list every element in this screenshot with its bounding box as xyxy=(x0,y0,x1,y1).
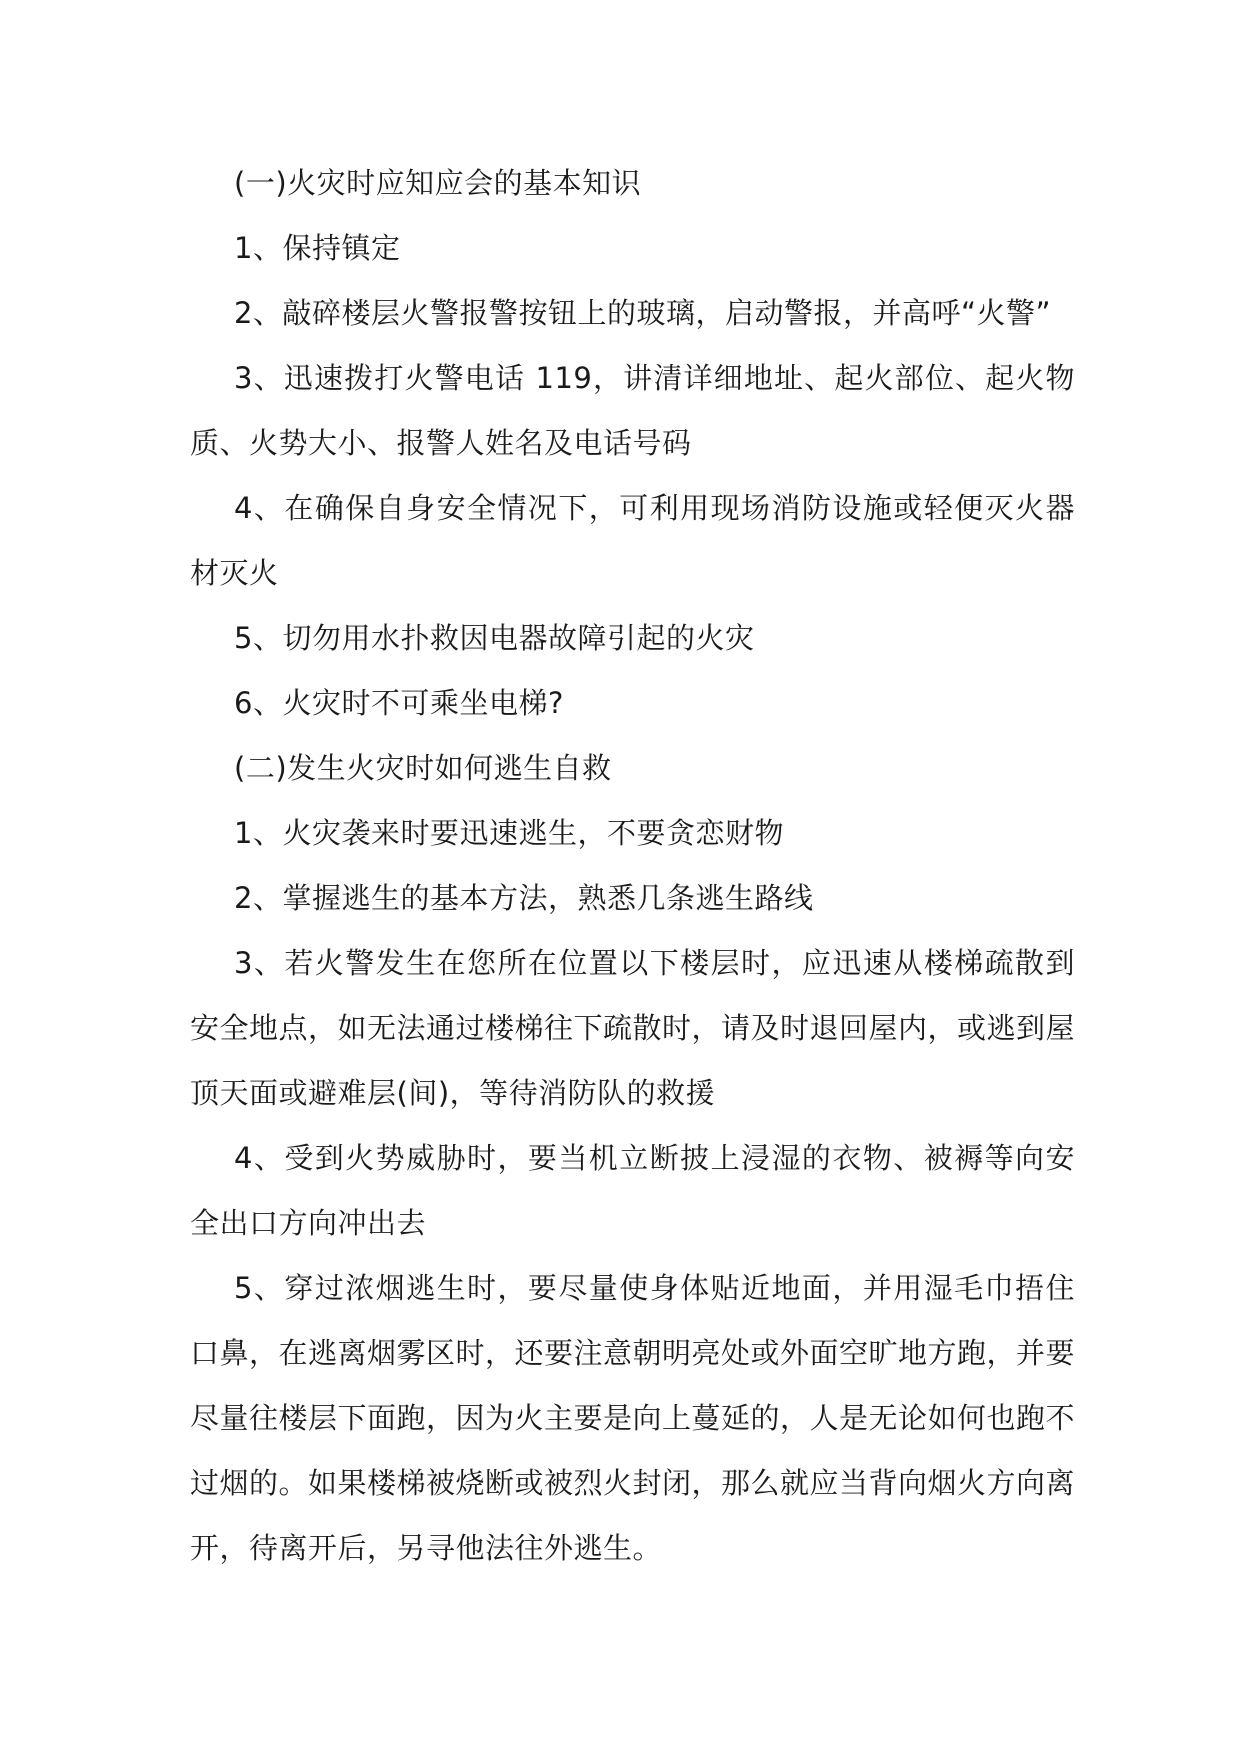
list-item: 1、保持镇定 xyxy=(234,231,401,265)
list-item: 4、受到火势威胁时，要当机立断披上浸湿的衣物、被褥等向安全出口方向冲出去 xyxy=(190,1141,1075,1240)
list-item: 6、火灾时不可乘坐电梯? xyxy=(234,686,564,720)
list-item: 5、切勿用水扑救因电器故障引起的火灾 xyxy=(234,621,755,655)
section-heading-1: (一)火灾时应知应会的基本知识 xyxy=(234,166,642,200)
section-heading-2: (二)发生火灾时如何逃生自救 xyxy=(234,751,612,785)
list-item: 2、掌握逃生的基本方法，熟悉几条逃生路线 xyxy=(234,881,814,915)
list-item: 5、穿过浓烟逃生时，要尽量使身体贴近地面，并用湿毛巾捂住口鼻，在逃离烟雾区时，还要注意朝明亮处或外面空旷地方跑，并要尽量往楼层下面跑，因为火主要是向上蔓延的，人是无论如何也跑不过烟的。如果楼梯被烧断或被烈火封闭，那么就应当背向烟火方向离开，待离开后，另寻他法往外逃生。 xyxy=(190,1271,1076,1565)
list-item: 3、迅速拨打火警电话 119，讲清详细地址、起火部位、起火物质、火势大小、报警人姓名及电话号码 xyxy=(190,361,1075,460)
list-item: 4、在确保自身安全情况下，可利用现场消防设施或轻便灭火器材灭火 xyxy=(190,491,1075,590)
list-item: 1、火灾袭来时要迅速逃生，不要贪恋财物 xyxy=(234,816,784,850)
list-item: 2、敲碎楼层火警报警按钮上的玻璃，启动警报，并高呼“火警” xyxy=(234,296,1051,330)
document-body xyxy=(190,151,1075,1581)
list-item: 3、若火警发生在您所在位置以下楼层时，应迅速从楼梯疏散到安全地点，如无法通过楼梯往下疏散时，请及时退回屋内，或逃到屋顶天面或避难层(间)，等待消防队的救援 xyxy=(190,946,1076,1110)
